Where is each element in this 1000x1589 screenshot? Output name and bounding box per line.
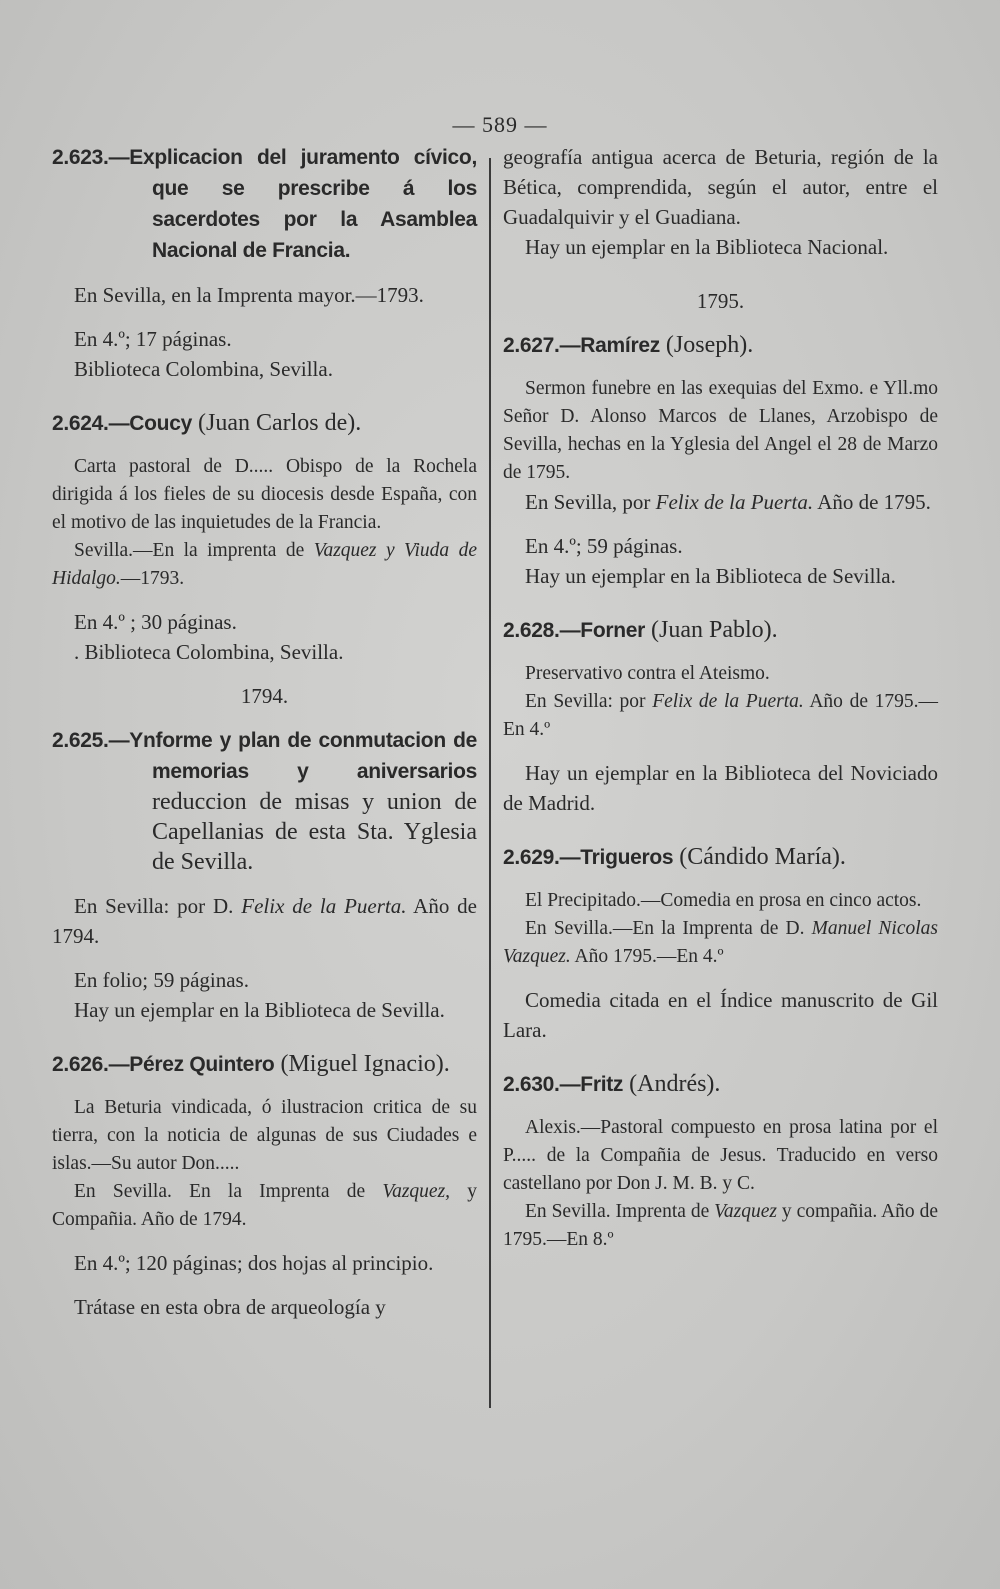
- entry-author-name: (Juan Carlos de).: [191, 410, 362, 436]
- entry-heading: [52, 725, 477, 877]
- entry-2625: [52, 725, 477, 1025]
- entry-title: —Explicacion del juramento cívico, que se prescribe á los sacerdotes por la Asamblea Nacional de Francia.: [108, 146, 477, 262]
- entry-heading: [503, 842, 938, 873]
- entry-title-rest: reduccion de misas y union de Capellanias de esta Sta. Yglesia de Sevilla.: [152, 789, 477, 875]
- entry-heading: [52, 408, 477, 439]
- right-column: [503, 142, 938, 1254]
- entry-heading: [503, 1069, 938, 1100]
- entry-heading: [52, 142, 477, 266]
- entry-2630: [503, 1069, 938, 1254]
- entry-number: 2.625.: [52, 729, 109, 752]
- entry-description: La Beturia vindicada, ó ilustracion critica de su tierra, con la noticia de algunas de sus Ciudades e islas.—Su autor Don.....: [52, 1097, 477, 1174]
- entry-number: 2.624.: [52, 412, 109, 435]
- entry-2626: [52, 1049, 477, 1322]
- entry-2623: [52, 142, 477, 384]
- entry-2624: [52, 408, 477, 667]
- entry-location: Hay un ejemplar en la Biblioteca de Sevilla.: [525, 564, 896, 588]
- entry-author: —Trigueros: [559, 846, 674, 869]
- entry-2627: [503, 330, 938, 591]
- entry-imprint: En Sevilla. Imprenta de Vazquez y compañia. Año de 1795.—En 8.º: [503, 1201, 939, 1250]
- entry-heading: [503, 615, 938, 646]
- entry-description: El Precipitado.—Comedia en prosa en cinco actos.: [525, 890, 922, 911]
- entry-imprint: En Sevilla. En la Imprenta de Vazquez, y Compañia. Año de 1794.: [52, 1181, 477, 1230]
- entry-imprint: Sevilla.—En la imprenta de Vazquez y Viuda de Hidalgo.—1793.: [52, 540, 477, 589]
- entry-number: 2.623.: [52, 146, 109, 169]
- entry-number: 2.629.: [503, 846, 560, 869]
- entry-title: —Ynforme y plan de conmutacion de memorias y aniversarios: [108, 729, 477, 783]
- entry-format: En folio; 59 páginas.: [74, 968, 249, 992]
- entry-format: En 4.º; 120 páginas; dos hojas al principio.: [74, 1251, 434, 1275]
- left-column: [52, 142, 477, 1322]
- entry-number: 2.628.: [503, 619, 560, 642]
- entry-heading: [52, 1049, 477, 1080]
- entry-number: 2.627.: [503, 334, 560, 357]
- entry-location: Hay un ejemplar en la Biblioteca del Noviciado de Madrid.: [503, 761, 938, 815]
- entry-author-name: (Miguel Ignacio).: [274, 1051, 450, 1077]
- entry-description: Sermon funebre en las exequias del Exmo. e Yll.mo Señor D. Alonso Marcos de Llanes, Arzobispo de Sevilla, hechas en la Yglesia del Angel el 28 de Marzo de 1795.: [503, 378, 938, 483]
- entry-format: En 4.º; 59 páginas.: [525, 534, 683, 558]
- entry-imprint: En Sevilla: por D. Felix de la Puerta. Año de 1794.: [52, 894, 478, 948]
- entry-description: Preservativo contra el Ateismo.: [525, 663, 770, 684]
- entry-format: En 4.º ; 30 páginas.: [74, 610, 237, 634]
- entry-imprint: En Sevilla.—En la Imprenta de D. Manuel Nicolas Vazquez. Año 1795.—En 4.º: [503, 918, 938, 967]
- entry-imprint: En Sevilla, en la Imprenta mayor.—1793.: [74, 283, 424, 307]
- entry-location: Hay un ejemplar en la Biblioteca de Sevilla.: [74, 998, 445, 1022]
- column-divider: [489, 158, 491, 1408]
- entry-author: —Ramírez: [559, 334, 660, 357]
- entry-number: 2.630.: [503, 1073, 560, 1096]
- entry-author: —Pérez Quintero: [108, 1053, 275, 1076]
- entry-number: 2.626.: [52, 1053, 109, 1076]
- continued-text: geografía antigua acerca de Beturia, región de la Bética, comprendida, según el autor, entre el Guadalquivir y el Guadiana.: [503, 145, 938, 229]
- entry-note: Trátase en esta obra de arqueología y: [74, 1295, 386, 1319]
- entry-2629: [503, 842, 938, 1045]
- entry-author-name: (Juan Pablo).: [645, 617, 778, 643]
- entry-author-name: (Andrés).: [623, 1071, 721, 1097]
- entry-location: . Biblioteca Colombina, Sevilla.: [74, 640, 344, 664]
- year-heading: 1794.: [240, 684, 289, 708]
- entry-note: Comedia citada en el Índice manuscrito de Gil Lara.: [503, 988, 938, 1042]
- entry-imprint: En Sevilla: por Felix de la Puerta. Año de 1795.—En 4.º: [503, 691, 938, 740]
- entry-author-name: (Joseph).: [659, 332, 754, 358]
- entry-format: En 4.º; 17 páginas.: [74, 327, 232, 351]
- year-heading: 1795.: [696, 289, 745, 313]
- entry-heading: [503, 330, 938, 361]
- entry-author: —Coucy: [108, 412, 192, 435]
- entry-2628: [503, 615, 938, 818]
- entry-location: Biblioteca Colombina, Sevilla.: [74, 357, 333, 381]
- entry-author-name: (Cándido María).: [673, 844, 846, 870]
- entry-author: —Forner: [559, 619, 646, 642]
- entry-author: —Fritz: [559, 1073, 624, 1096]
- entry-description: Alexis.—Pastoral compuesto en prosa latina por el P..... de la Compañia de Jesus. Traducido en verso castellano por Don J. M. B. y C.: [503, 1117, 938, 1194]
- entry-description: Carta pastoral de D..... Obispo de la Rochela dirigida á los fieles de su diocesis desde España, con el motivo de las inquietudes de la Francia.: [52, 456, 477, 533]
- continued-location: Hay un ejemplar en la Biblioteca Nacional.: [525, 235, 889, 259]
- entry-imprint: En Sevilla, por Felix de la Puerta. Año de 1795.: [525, 490, 931, 514]
- page-number: — 589 —: [452, 112, 548, 137]
